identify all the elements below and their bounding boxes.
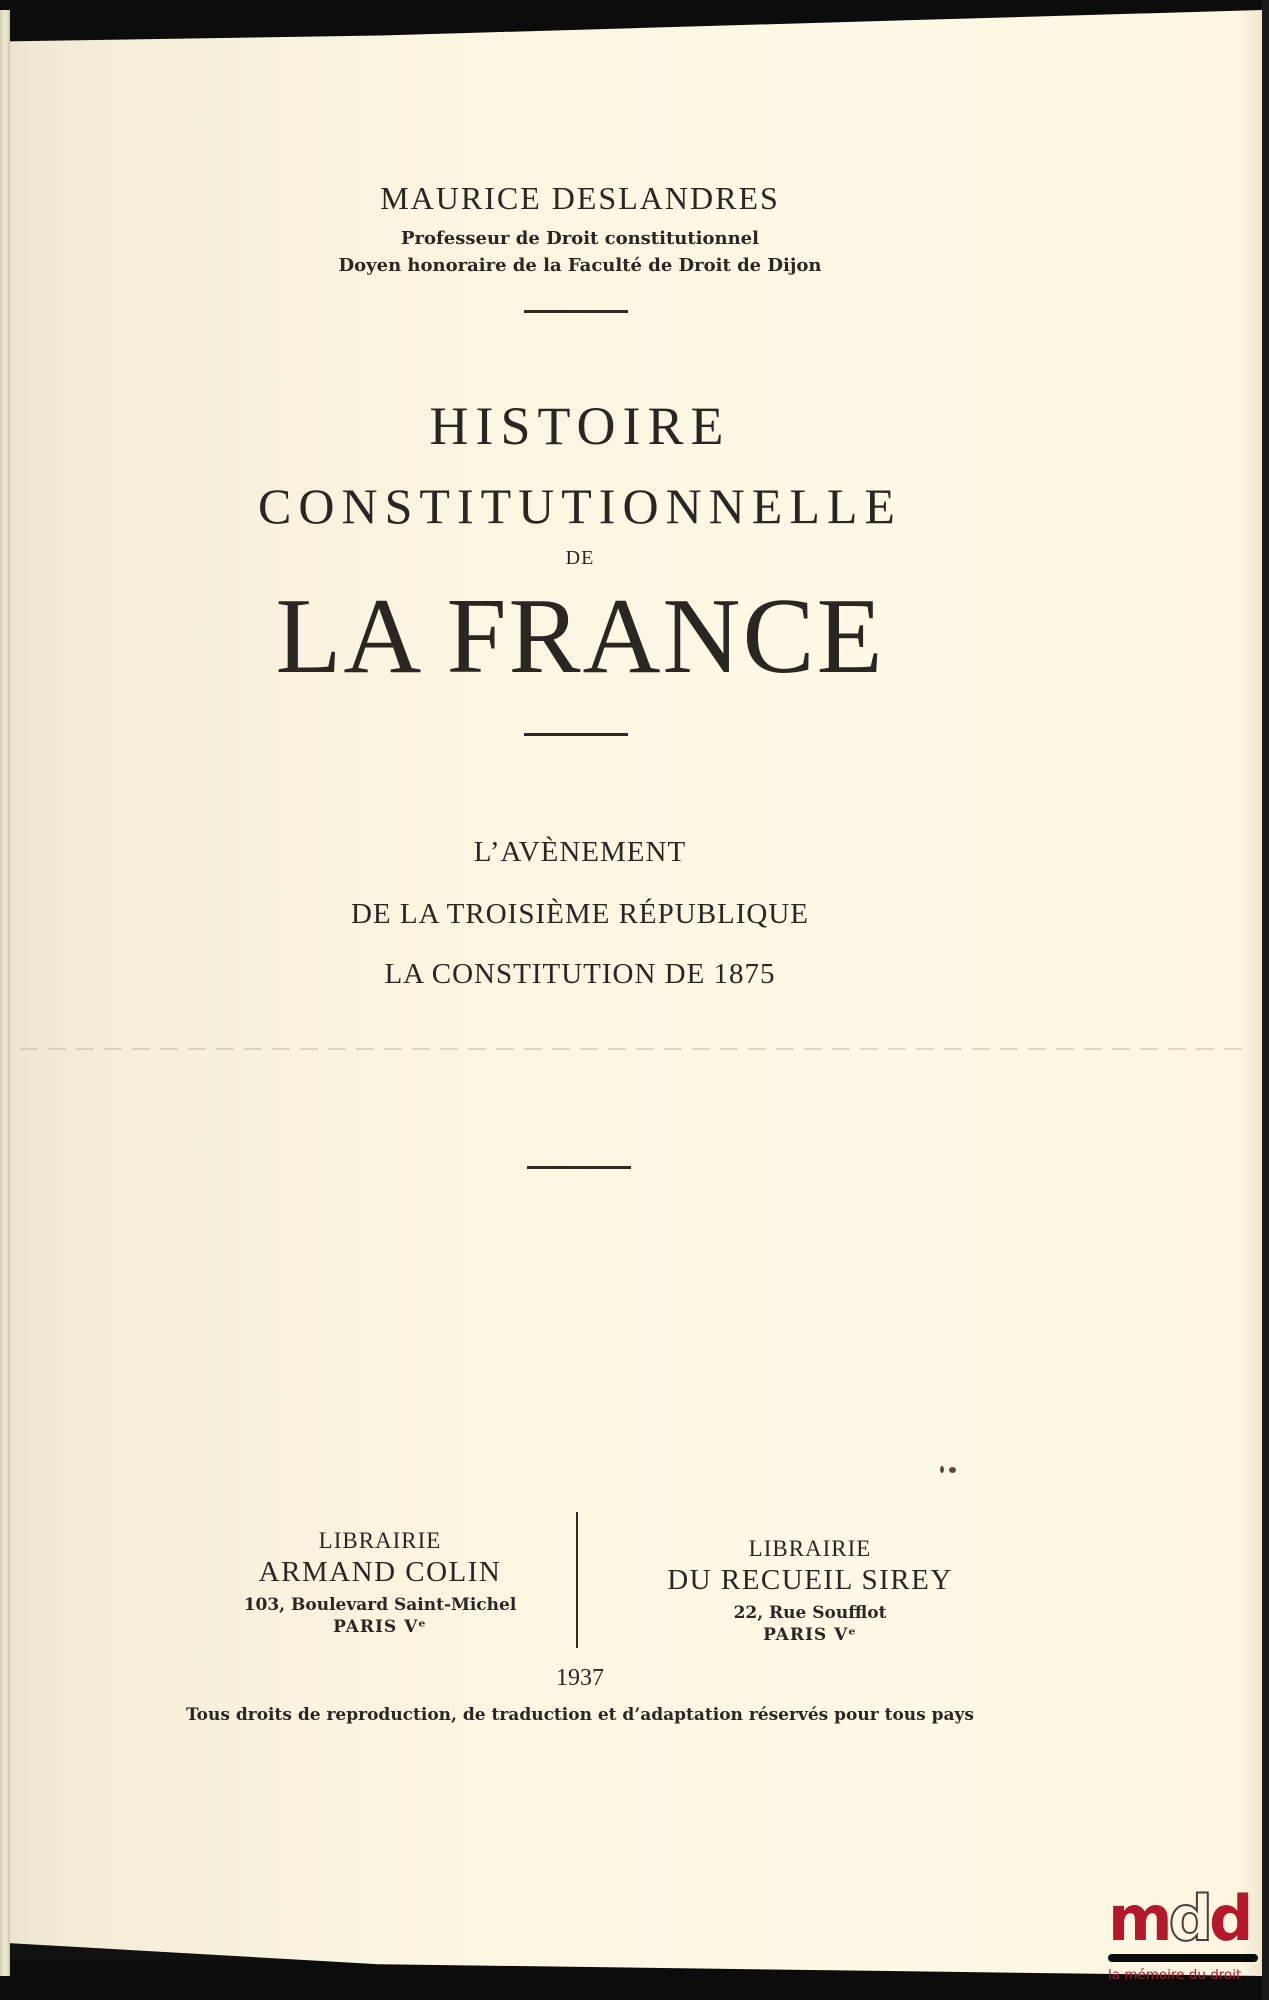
- author-title-line2: Doyen honoraire de la Faculté de Droit de Dijon: [338, 255, 822, 276]
- ink-stain: [940, 1466, 944, 1473]
- publisher-armand-colin: [170, 1528, 590, 1637]
- author-name: MAURICE DESLANDRES: [380, 180, 780, 216]
- publisher-city: PARIS Vᵉ: [763, 1625, 857, 1645]
- publisher-address: 22, Rue Soufflot: [733, 1603, 887, 1623]
- publisher-recueil-sirey: [600, 1536, 1020, 1645]
- subtitle-line3: LA CONSTITUTION DE 1875: [384, 958, 776, 990]
- publisher-label: LIBRAIRIE: [748, 1536, 872, 1561]
- subtitle-line2: DE LA TROISIÈME RÉPUBLIQUE: [350, 898, 810, 930]
- logo-letter-d: d: [1209, 1882, 1250, 1955]
- divider-rule: [524, 733, 628, 736]
- divider-rule: [527, 1166, 631, 1169]
- mdd-logo-icon: [1108, 1882, 1264, 1955]
- title-line3: DE: [565, 547, 595, 569]
- logo-tagline: la mémoire du droit: [1108, 1967, 1242, 1983]
- publisher-name: DU RECUEIL SIREY: [667, 1564, 953, 1596]
- title-line1: HISTOIRE: [429, 396, 731, 456]
- subtitle-line1: L’AVÈNEMENT: [473, 836, 687, 868]
- author-title-line1: Professeur de Droit constitutionnel: [401, 228, 759, 249]
- publication-year: 1937: [556, 1665, 604, 1691]
- logo-letter-m: m: [1108, 1882, 1169, 1955]
- publisher-label: LIBRAIRIE: [318, 1528, 442, 1553]
- publisher-name: ARMAND COLIN: [258, 1556, 502, 1588]
- divider-rule: [524, 310, 628, 313]
- publisher-city: PARIS Vᵉ: [333, 1617, 427, 1637]
- publisher-divider: [576, 1512, 578, 1648]
- ink-stain: [949, 1467, 956, 1473]
- logo-letter-d-outline: d: [1168, 1882, 1209, 1955]
- title-line2: CONSTITUTIONNELLE: [258, 478, 902, 534]
- title-line4: LA FRANCE: [275, 577, 885, 696]
- logo-bar: [1108, 1954, 1258, 1962]
- rights-notice: Tous droits de reproduction, de traduction et d’adaptation réservés pour tous pays: [185, 1705, 974, 1725]
- publisher-address: 103, Boulevard Saint-Michel: [243, 1595, 517, 1615]
- mdd-watermark-logo: [1108, 1882, 1264, 1988]
